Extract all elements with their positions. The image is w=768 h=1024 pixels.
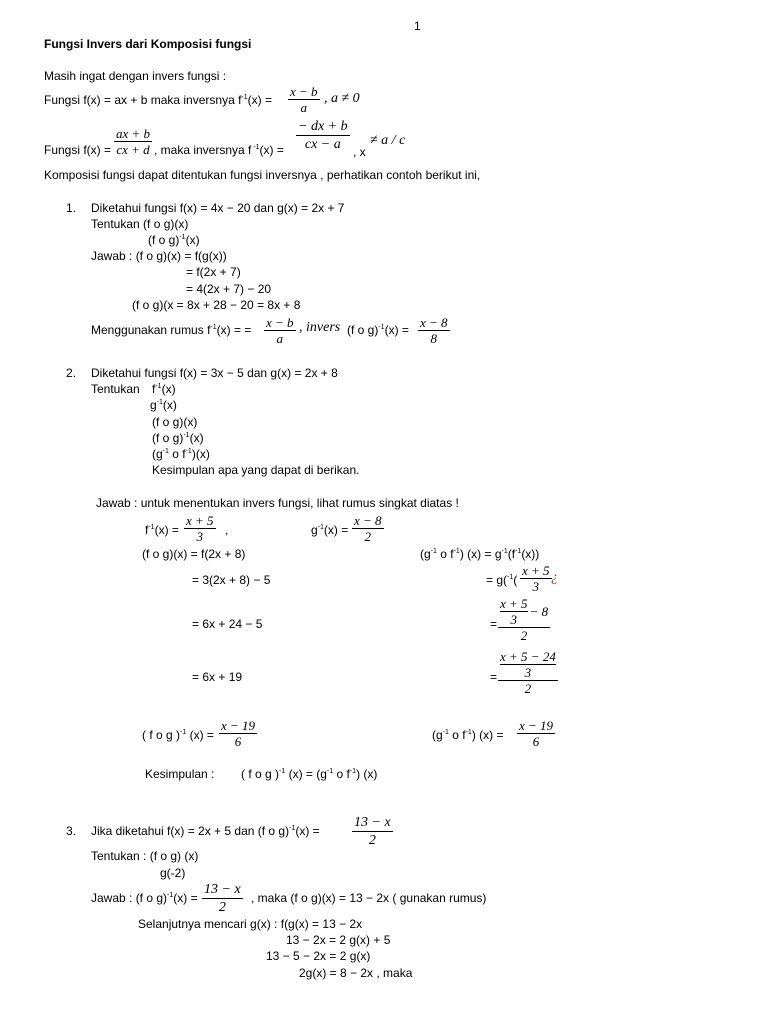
ex2-right-1: ($g^{-1}$ o $f^{-1}$) $(x) = g^{-1}(f^{-1}(x))$ <box>420 547 540 561</box>
ex2-number: 2. <box>66 366 77 380</box>
ex2-finv-fraction: x + 5 3 <box>186 513 214 544</box>
intro-line-2: Fungsi f(x) = ax + b maka inversnya $f^{-1}(x)$ = <box>44 93 272 107</box>
ex2-right-4-eq: = <box>490 670 498 684</box>
ex1-step-2: = f(2x + 7) <box>186 265 241 279</box>
ex2-ginv-label: $g^{-1}(x)$ = <box>311 523 349 537</box>
intro-line-3-mid: , maka inversnya f $^{-1}$(x) = <box>154 143 284 157</box>
ex2-task-4: (f o g)$^{-1}$(x) <box>152 431 204 445</box>
ex2-finv-label: $f^{-1}(x)$ = <box>145 523 179 537</box>
ex2-right-2-label: = g($^{-1}$( <box>486 573 518 587</box>
ex2-right-3-fraction: x + 5 3 − 8 2 <box>500 596 549 643</box>
ex2-left-3: = 6x + 24 − 5 <box>192 617 263 631</box>
ex2-right-2-fraction: x + 5 3 <box>522 563 550 594</box>
ex2-task-1: $f^{-1}(x)$ <box>152 382 176 396</box>
ex3-number: 3. <box>66 824 77 838</box>
ex2-conclusion-label: Kesimpulan : <box>145 767 215 781</box>
intro-line-1: Masih ingat dengan invers fungsi : <box>44 69 227 83</box>
ex1-step-3: = 4(2x + 7) − 20 <box>186 282 272 296</box>
ex2-right-4-fraction: x + 5 − 24 3 2 <box>500 649 556 696</box>
ex3-step-4: 2g(x) = 8 − 2x , maka <box>299 966 413 980</box>
ex1-answer-fraction: x − 8 8 <box>420 315 448 346</box>
ex1-rumus-fog: (f o g)$^{-1}$(x) = <box>347 323 409 337</box>
ex1-rumus-invers: , invers <box>299 320 341 335</box>
ex3-jawab-tail: , maka (f o g)(x) = 13 − 2x ( gunakan rumus) <box>251 891 487 905</box>
ex2-task-6: Kesimpulan apa yang dapat di berikan. <box>152 463 360 477</box>
ex3-step-3: 13 − 5 − 2x = 2 g(x) <box>266 949 371 963</box>
intro-line-3-label: Fungsi f(x) = <box>44 143 112 157</box>
ex2-conclusion: ( f o g )$^{-1}$ $(x) = (g^{-1}$ o $f^{-1}$) (x) <box>241 767 378 781</box>
intro-fraction-3: − dx + b cx − a <box>298 119 348 152</box>
intro-fraction-1: x − b a <box>290 84 318 115</box>
ex1-rumus-fraction: x − b a <box>266 315 294 346</box>
ex3-given-fraction: 13 − x 2 <box>354 815 391 848</box>
ex2-left-1: (f o g)(x) = f(2x + 8) <box>142 547 246 561</box>
ex3-task-1: Tentukan : (f o g) (x) <box>91 849 199 863</box>
ex2-left-4: = 6x + 19 <box>192 670 243 684</box>
intro-line-4: Komposisi fungsi dapat ditentukan fungsi inversnya , perhatikan contoh berikut ini, <box>44 168 481 182</box>
ex2-result-right-label: ($g^{-1}$ o $f^{-1}$) (x) = <box>432 728 504 742</box>
ex2-result-left-label: ( f o g )$^{-1}$ (x) = <box>142 728 214 742</box>
ex2-jawab: Jawab : untuk menentukan invers fungsi, lihat rumus singkat diatas ! <box>96 496 459 510</box>
intro-condition-3-prefix: , x <box>353 145 366 159</box>
ex3-jawab: Jawab : (f o g)$^{-1}$(x) = <box>91 891 198 905</box>
ex2-task-label: Tentukan <box>91 382 140 396</box>
ex2-result-right-fraction: x − 19 6 <box>519 718 554 749</box>
ex2-given: Diketahui fungsi f(x) = 3x − 5 dan g(x) = 2x + 8 <box>91 366 338 380</box>
ex2-task-2: $g^{-1}(x)$ <box>150 398 177 412</box>
ex2-task-3: (f o g)(x) <box>152 415 198 429</box>
ex2-task-5: ($g^{-1}$ o $f^{-1})(x)$ <box>152 447 210 461</box>
intro-fraction-2: ax + b cx + d <box>116 126 151 157</box>
page-number: 1 <box>414 19 421 33</box>
ex2-ginv-fraction: x − 8 2 <box>354 513 382 544</box>
ex3-given: Jika diketahui f(x) = 2x + 5 dan (f o g)$^{-1}$(x) = <box>91 824 320 838</box>
ex1-rumus: Menggunakan rumus $f^{-1}(x)$ = = <box>91 323 252 337</box>
ex1-task-1: Tentukan (f o g)(x) <box>91 217 189 231</box>
ex2-right-3-eq: = <box>490 617 498 631</box>
ex2-right-2-mark: ¿ <box>551 570 558 585</box>
ex2-finv-comma: , <box>225 523 229 537</box>
ex3-step-1: Selanjutnya mencari g(x) : f(g(x) = 13 − 2x <box>138 917 363 931</box>
ex3-task-2: g(-2) <box>160 866 186 880</box>
ex2-result-left-fraction: x − 19 6 <box>221 718 256 749</box>
ex2-left-2: = 3(2x + 8) − 5 <box>192 573 271 587</box>
ex1-step-4: (f o g)(x = 8x + 28 − 20 = 8x + 8 <box>132 298 301 312</box>
ex1-given: Diketahui fungsi f(x) = 4x − 20 dan g(x) = 2x + 7 <box>91 201 345 215</box>
ex1-step-1: Jawab : (f o g)(x) = f(g(x)) <box>91 249 227 263</box>
document-title: Fungsi Invers dari Komposisi fungsi <box>44 37 252 51</box>
intro-condition-3: ≠ a / c <box>370 133 406 148</box>
intro-condition-1: , a ≠ 0 <box>324 91 360 106</box>
ex3-step-2: 13 − 2x = 2 g(x) + 5 <box>286 933 391 947</box>
ex1-task-2: (f o g)$^{-1}$(x) <box>148 233 200 247</box>
ex1-number: 1. <box>66 201 77 215</box>
ex3-jawab-fraction: 13 − x 2 <box>204 882 241 915</box>
